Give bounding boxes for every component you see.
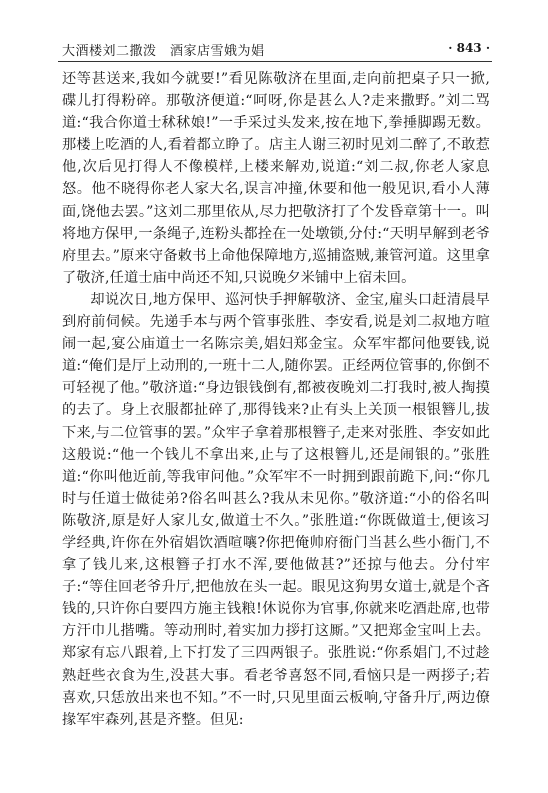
paragraph: 却说次日,地方保甲、巡河快手押解敬济、金宝,雇头口赶清晨早到府前伺候。先递手本与两个管事张胜、李安看,说是刘二叔地方喧闹一起,宴公庙道士一名陈宗美,娼妇郑金宝。众军牢都问他要钱,说道:“俺们是厅上动刑的,一班十二人,随你罢。正经两位管事的,你倒不可轻视了他。”敬济道:“身边银钱倒有,都被夜晚刘二打我时,被人掏摸的去了。身上衣服都扯碎了,那得钱来?止有头上关顶一根银簪儿,拔下来,与二位管事的罢。”众牢子拿着那根簪子,走来对张胜、李安如此这般说:“他一个钱儿不拿出来,止与了这根簪儿,还是闹银的。”张胜道:“你叫他近前,等我审问他。”众军牢不一时拥到跟前跪下,问:“你几时与任道士做徒弟?俗名叫甚么?我从未见你。”敬济道:“小的俗名叫陈敬济,原是好人家儿女,做道士不久。”张胜道:“你既做道士,便该习学经典,许你在外宿娼饮酒喧嚷?你把俺帅府衙门当甚么些小衙门,不拿了钱儿来,这根簪子打水不浑,要他做甚?”还掠与他去。分付牢子:“等住回老爷升厅,把他放在头一起。眼见这狗男女道士,就是个吝钱的,只许你白要四方施主钱粮!休说你为官事,你就来吃酒赴席,也带方汗巾儿揩嘴。等动刑时,着实加力拶打这厮。”又把郑金宝叫上去。郑家有忘八跟着,上下打发了三四两银子。张胜说:“你系娼门,不过趁熟赶些衣食为生,没甚大事。看老爷喜怒不同,看恼只是一两拶子;若喜欢,只恁放出来也不知。”不一时,只见里面云板响,守备升厅,两边僚掾军牢森列,甚是齐整。但见: xyxy=(62,291,490,728)
running-header xyxy=(62,38,490,60)
body-text xyxy=(62,68,490,731)
running-title: 大酒楼刘二撒泼 酒家店雪娥为娼 xyxy=(62,44,265,59)
header-rule xyxy=(58,61,492,62)
page-number: · 843 · xyxy=(448,41,490,55)
paragraph: 还等甚送来,我如今就要!”看见陈敬济在里面,走向前把桌子只一掀,碟儿打得粉碎。那敬济便道:“呵呀,你是甚么人?走来撒野。”刘二骂道:“我合你道士秫秫娘!”一手采过头发来,按在地下,拳捶脚踢无数。那楼上吃酒的人,看着都立睁了。店主人谢三初时见刘二醉了,不敢惹他,次后见打得人不像模样,上楼来解劝,说道:“刘二叔,你老人家息怒。他不晓得你老人家大名,误言冲撞,休要和他一般见识,看小人薄面,饶他去罢。”这刘二那里依从,尽力把敬济打了个发昏章第十一。叫将地方保甲,一条绳子,连粉头都拴在一处墩锁,分付:“天明早解到老爷府里去。”原来守备敕书上命他保障地方,巡捕盗贼,兼管河道。这里拿了敬济,任道士庙中尚还不知,只说晚夕米铺中上宿未回。 xyxy=(62,71,490,286)
